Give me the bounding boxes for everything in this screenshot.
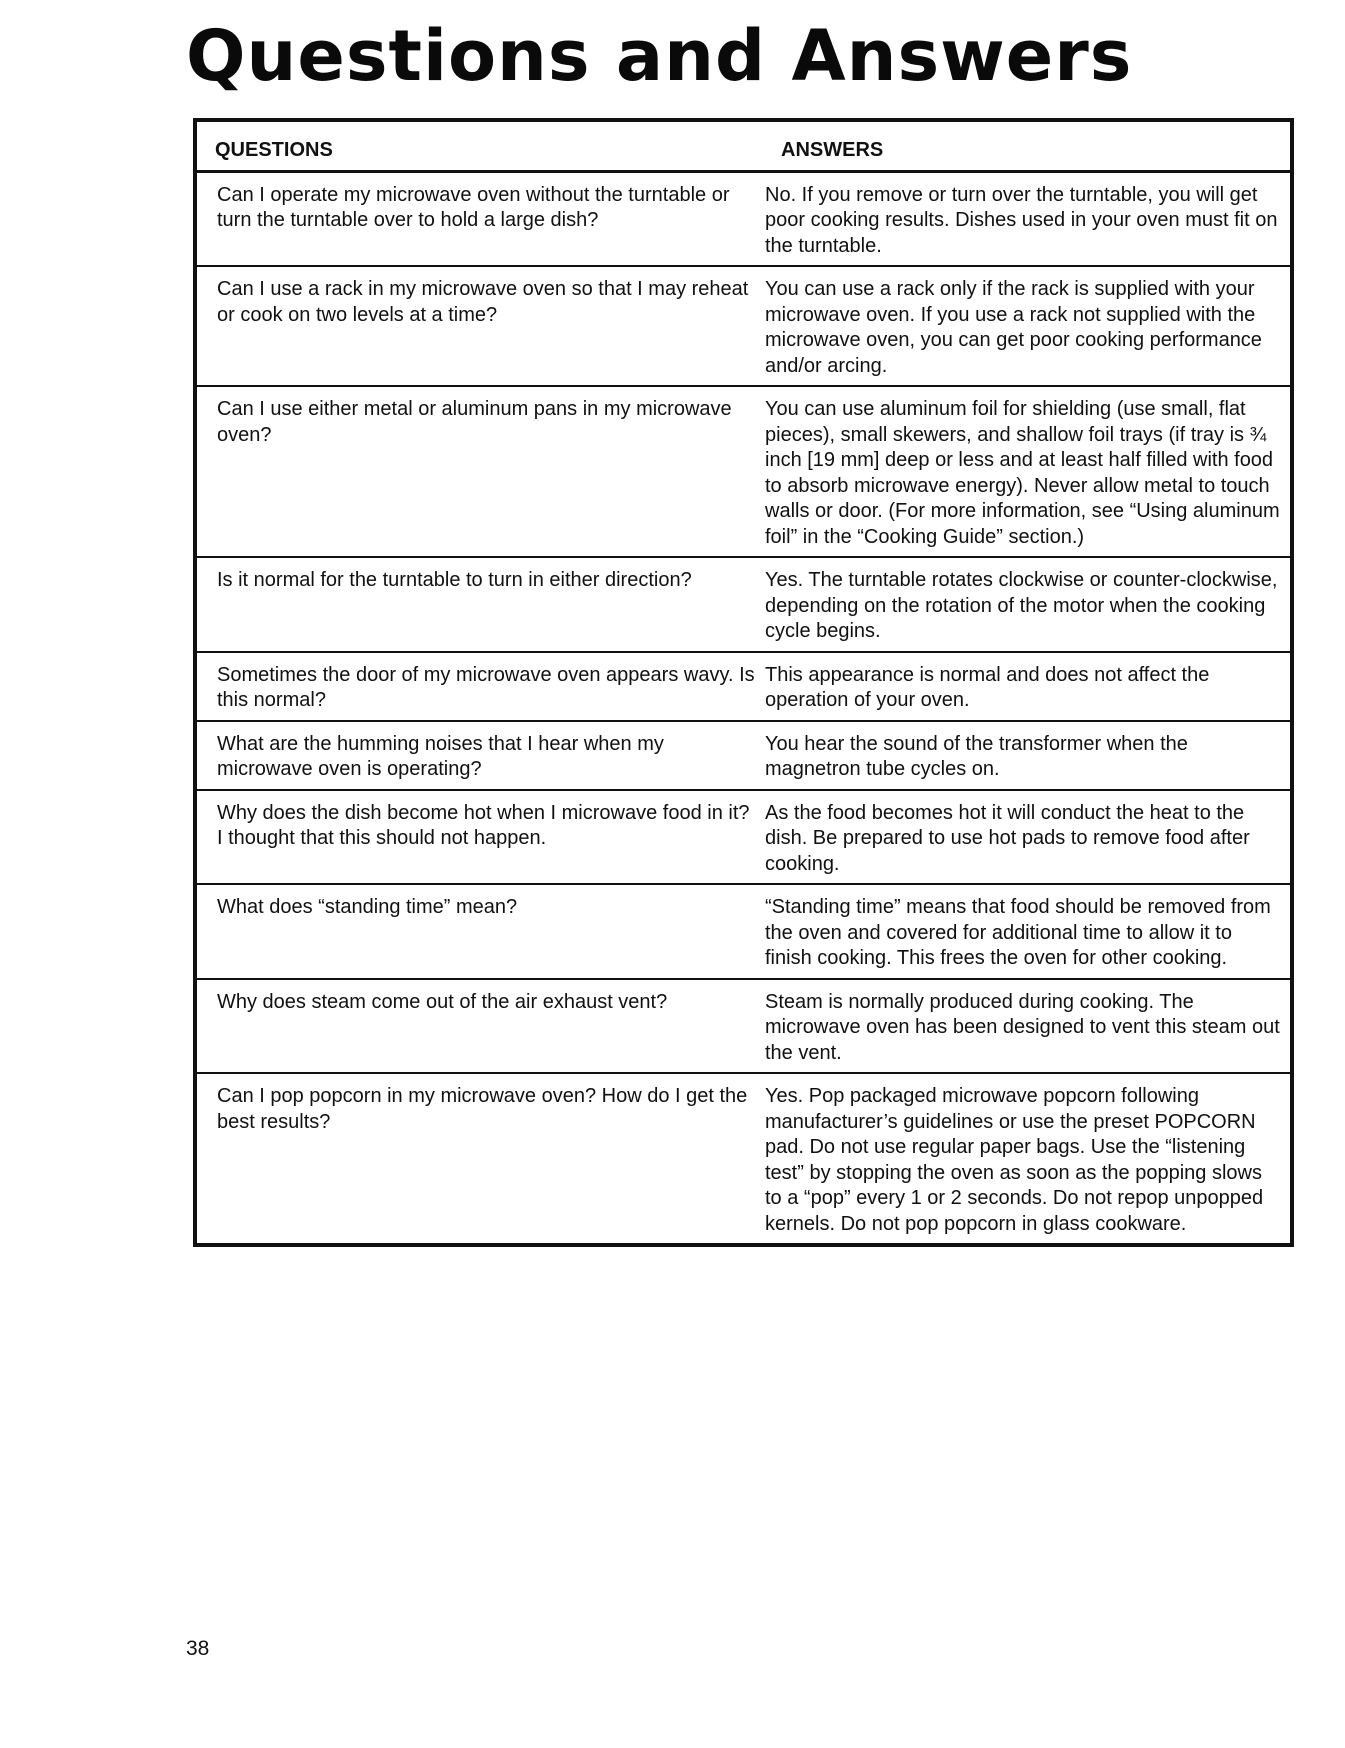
answer-cell: Yes. Pop packaged microwave popcorn following manufacturer’s guidelines or use the preset POPCORN pad. Do not use regular paper bags. Use the “listening test” by stopping the oven as soon as the popping slows to a “pop” every 1 or 2 seconds. Do not repop unpopped kernels. Do not pop popcorn in glass cookware. <box>763 1073 1292 1245</box>
table-row <box>195 557 1292 652</box>
answer-cell: Yes. The turntable rotates clockwise or counter-clockwise, depending on the rotation of the motor when the cooking cycle begins. <box>763 557 1292 652</box>
question-cell: Can I operate my microwave oven without the turntable or turn the turntable over to hold a large dish? <box>217 183 730 231</box>
table-row <box>195 266 1292 386</box>
page-title: Questions and Answers <box>186 15 1133 97</box>
table-row <box>195 884 1292 979</box>
question-cell: Can I pop popcorn in my microwave oven? How do I get the best results? <box>195 1073 763 1245</box>
answers-header: ANSWERS <box>763 120 1292 171</box>
answer-cell: You hear the sound of the transformer when the magnetron tube cycles on. <box>763 721 1292 790</box>
qa-table <box>193 118 1294 1247</box>
question-cell: Why does the dish become hot when I microwave food in it? I thought that this should not happen. <box>195 790 763 885</box>
page-number: 38 <box>186 1637 210 1660</box>
question-cell: Is it normal for the turntable to turn in either direction? <box>195 557 763 652</box>
question-cell: Can I use a rack in my microwave oven so that I may reheat or cook on two levels at a time? <box>195 266 763 386</box>
questions-header: QUESTIONS <box>195 120 763 171</box>
question-cell: Why does steam come out of the air exhaust vent? <box>195 979 763 1074</box>
answer-cell: No. If you remove or turn over the turntable, you will get poor cooking results. Dishes used in your oven must fit on the turntable. <box>765 183 1278 257</box>
answer-cell: Steam is normally produced during cooking. The microwave oven has been designed to vent this steam out the vent. <box>763 979 1292 1074</box>
table-row <box>195 652 1292 721</box>
table-row <box>195 979 1292 1074</box>
answer-cell: This appearance is normal and does not affect the operation of your oven. <box>763 652 1292 721</box>
table-row <box>195 171 1292 266</box>
question-cell: What are the humming noises that I hear when my microwave oven is operating? <box>195 721 763 790</box>
table-header-row <box>195 120 1292 171</box>
answer-cell: “Standing time” means that food should be removed from the oven and covered for additional time to allow it to finish cooking. This frees the oven for other cooking. <box>763 884 1292 979</box>
question-cell: Sometimes the door of my microwave oven appears wavy. Is this normal? <box>195 652 763 721</box>
table-row <box>195 790 1292 885</box>
table-row <box>195 721 1292 790</box>
question-cell: What does “standing time” mean? <box>195 884 763 979</box>
question-cell: Can I use either metal or aluminum pans in my microwave oven? <box>195 386 763 557</box>
table-row <box>195 386 1292 557</box>
answer-cell: As the food becomes hot it will conduct the heat to the dish. Be prepared to use hot pads to remove food after cooking. <box>763 790 1292 885</box>
answer-cell: You can use a rack only if the rack is supplied with your microwave oven. If you use a rack not supplied with the microwave oven, you can get poor cooking performance and/or arcing. <box>763 266 1292 386</box>
answer-cell: You can use aluminum foil for shielding (use small, flat pieces), small skewers, and shallow foil trays (if tray is ¾ inch [19 mm] deep or less and at least half filled with food to absorb microwave energy). Never allow metal to touch walls or door. (For more information, see “Using aluminum foil” in the “Cooking Guide” section.) <box>763 386 1292 557</box>
table-row <box>195 1073 1292 1245</box>
